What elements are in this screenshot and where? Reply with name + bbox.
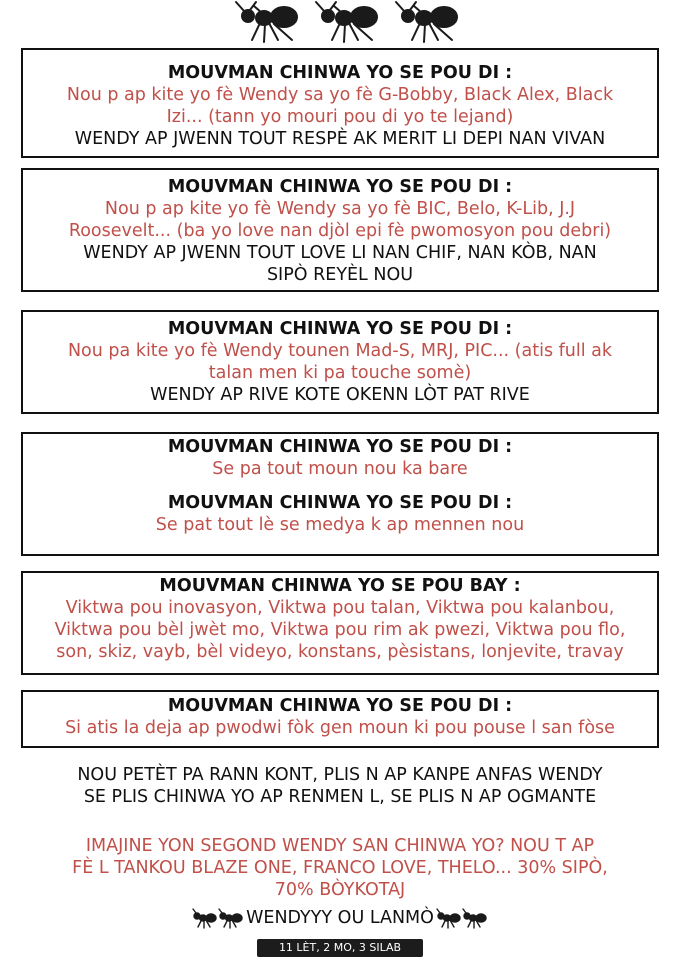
ant-emoji-icon xyxy=(192,907,218,929)
ant-icon xyxy=(394,0,460,44)
closing-red-line: 70% BÒYKOTAJ xyxy=(274,880,406,900)
section-box-6 xyxy=(21,690,659,748)
tagline-row xyxy=(0,903,680,933)
ant-emoji-icon xyxy=(436,907,462,929)
section-heading: MOUVMAN CHINWA YO SE POU DI : xyxy=(167,437,513,457)
syllable-badge: 11 LÈT, 2 MO, 3 SILAB xyxy=(257,939,423,957)
section-red-line: Se pat tout lè se medya k ap mennen nou xyxy=(155,515,525,535)
closing-line: SE PLIS CHINWA YO AP RENMEN L, SE PLIS N AP OGMANTE xyxy=(83,787,597,807)
section-red-line: talan men ki pa touche somè) xyxy=(208,363,472,383)
header-ants xyxy=(0,0,680,48)
section-heading-2: MOUVMAN CHINWA YO SE POU DI : xyxy=(167,493,513,513)
section-red-line: Nou p ap kite yo fè Wendy sa yo fè G-Bobby, Black Alex, Black xyxy=(66,85,614,105)
section-black-line: SIPÒ REYÈL NOU xyxy=(266,265,414,285)
ant-icon xyxy=(234,0,300,44)
section-black-line: WENDY AP JWENN TOUT LOVE LI NAN CHIF, NAN KÒB, NAN xyxy=(83,243,597,263)
section-red-line: Nou pa kite yo fè Wendy tounen Mad-S, MRJ, PIC... (atis full ak xyxy=(67,341,613,361)
section-red-line: Si atis la deja ap pwodwi fòk gen moun ki pou pouse l san fòse xyxy=(65,718,615,738)
section-heading: MOUVMAN CHINWA YO SE POU DI : xyxy=(167,177,513,197)
closing-line: NOU PETÈT PA RANN KONT, PLIS N AP KANPE ANFAS WENDY xyxy=(77,765,603,785)
section-heading: MOUVMAN CHINWA YO SE POU BAY : xyxy=(159,576,521,596)
section-box-1 xyxy=(21,48,659,158)
section-black-line: WENDY AP RIVE KOTE OKENN LÒT PAT RIVE xyxy=(150,385,530,405)
ant-icon xyxy=(314,0,380,44)
section-red-line: Nou p ap kite yo fè Wendy sa yo fè BIC, Belo, K-Lib, J.J xyxy=(104,199,576,219)
closing-red-line: FÈ L TANKOU BLAZE ONE, FRANCO LOVE, THELO... 30% SIPÒ, xyxy=(72,858,608,878)
section-box-2 xyxy=(21,168,659,292)
ant-emoji-icon xyxy=(462,907,488,929)
section-box-3 xyxy=(21,310,659,414)
section-red-line: Izi... (tann yo mouri pou di yo te lejand) xyxy=(166,107,514,127)
section-box-5 xyxy=(21,571,659,675)
section-heading: MOUVMAN CHINWA YO SE POU DI : xyxy=(167,319,513,339)
closing-question xyxy=(0,835,680,901)
section-black-line: WENDY AP JWENN TOUT RESPÈ AK MERIT LI DEPI NAN VIVAN xyxy=(74,129,606,149)
section-box-4 xyxy=(21,432,659,556)
section-red-line: Se pa tout moun nou ka bare xyxy=(212,459,468,479)
section-heading: MOUVMAN CHINWA YO SE POU DI : xyxy=(167,63,513,83)
section-red-line: Viktwa pou bèl jwèt mo, Viktwa pou rim ak pwezi, Viktwa pou flo, xyxy=(54,620,626,640)
section-red-line: Roosevelt... (ba yo love nan djòl epi fè pwomosyon pou debri) xyxy=(68,221,612,241)
section-red-line: son, skiz, vayb, bèl videyo, konstans, pèsistans, lonjevite, travay xyxy=(56,642,624,662)
tagline-text: WENDYYY OU LANMÒ xyxy=(246,908,434,928)
section-red-line: Viktwa pou inovasyon, Viktwa pou talan, Viktwa pou kalanbou, xyxy=(65,598,615,618)
ant-emoji-icon xyxy=(218,907,244,929)
section-heading: MOUVMAN CHINWA YO SE POU DI : xyxy=(167,696,513,716)
closing-statement xyxy=(0,764,680,808)
closing-red-line: IMAJINE YON SEGOND WENDY SAN CHINWA YO? NOU T AP xyxy=(85,836,595,856)
